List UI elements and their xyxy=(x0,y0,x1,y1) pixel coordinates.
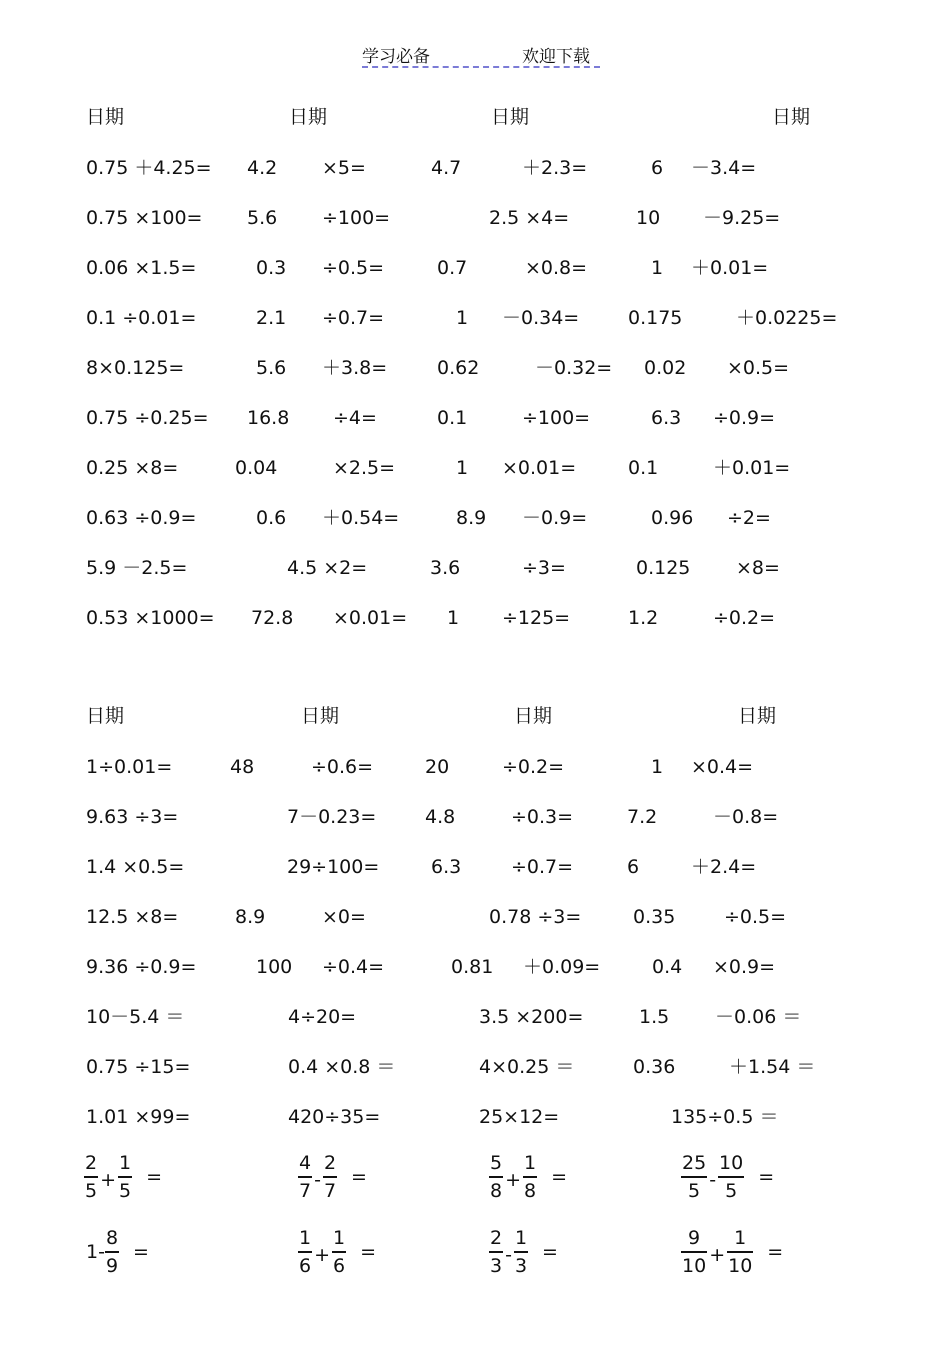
problem-text: ×0= xyxy=(322,906,366,928)
problem-text: 0.53 ×1000= xyxy=(86,607,215,629)
problem-text: ＋2.3= xyxy=(522,157,588,179)
problem-text: ＋0.01= xyxy=(691,257,769,279)
problem-text: ×0.5= xyxy=(727,357,790,379)
page-header xyxy=(362,40,600,68)
problem-text: 4.5 ×2= xyxy=(287,557,368,579)
problem-text: 0.3 xyxy=(256,257,287,279)
problem-text: 100 xyxy=(256,956,293,978)
numerator: 4 xyxy=(298,1151,312,1178)
fraction xyxy=(681,1226,707,1278)
problem-text: 8×0.125= xyxy=(86,357,185,379)
problem-text: ÷125= xyxy=(502,607,571,629)
problem-text: 1 xyxy=(456,457,469,479)
problem-text: 16.8 xyxy=(247,407,290,429)
denominator: 3 xyxy=(490,1255,503,1277)
date-label: 日期 xyxy=(772,106,811,128)
denominator: 5 xyxy=(725,1180,738,1202)
problem-text: ÷0.7= xyxy=(322,307,385,329)
problem-text: 0.75 ×100= xyxy=(86,207,203,229)
problem-text: 6.3 xyxy=(431,856,462,878)
problem-text: 0.1 xyxy=(628,457,659,479)
date-label: 日期 xyxy=(86,705,125,727)
problem-text: 135÷0.5 ＝ xyxy=(671,1106,779,1128)
fraction-problem xyxy=(489,1151,567,1203)
problem-text: 0.75 ÷15= xyxy=(86,1056,191,1078)
problem-text: 10 xyxy=(636,207,661,229)
problem-text: 9.36 ÷0.9= xyxy=(86,956,197,978)
operator: + xyxy=(100,1169,117,1191)
fraction-problem xyxy=(86,1226,149,1278)
problem-text: ×0.9= xyxy=(713,956,776,978)
problem-text: 4.8 xyxy=(425,806,456,828)
problem-text: 3.5 ×200= xyxy=(479,1006,584,1028)
numerator: 9 xyxy=(681,1226,707,1253)
problem-text: 0.02 xyxy=(644,357,687,379)
date-label: 日期 xyxy=(86,106,125,128)
problem-text: ÷2= xyxy=(727,507,771,529)
fraction xyxy=(718,1151,744,1203)
problem-text: ×0.4= xyxy=(691,756,754,778)
problem-text: ＋3.8= xyxy=(322,357,388,379)
fraction xyxy=(118,1151,132,1203)
problem-text: 420÷35= xyxy=(288,1106,381,1128)
numerator: 2 xyxy=(84,1151,98,1178)
fraction xyxy=(332,1226,346,1278)
problem-text: 8.9 xyxy=(456,507,487,529)
fraction xyxy=(727,1226,753,1278)
problem-text: 0.62 xyxy=(437,357,480,379)
problem-text: 8.9 xyxy=(235,906,266,928)
problem-text: 0.96 xyxy=(651,507,694,529)
problem-text: －3.4= xyxy=(691,157,757,179)
problem-text: 0.36 xyxy=(633,1056,676,1078)
fraction xyxy=(523,1151,537,1203)
numerator: 5 xyxy=(489,1151,503,1178)
equals-sign: = xyxy=(360,1241,377,1263)
problem-text: ÷0.2= xyxy=(713,607,776,629)
problem-text: ×0.01= xyxy=(333,607,408,629)
fraction xyxy=(298,1151,312,1203)
date-label: 日期 xyxy=(491,106,530,128)
numerator: 1 xyxy=(523,1151,537,1178)
problem-text: 20 xyxy=(425,756,450,778)
problem-text: ×2.5= xyxy=(333,457,396,479)
problem-text: 2.5 ×4= xyxy=(489,207,570,229)
numerator: 10 xyxy=(718,1151,744,1178)
problem-text: 0.175 xyxy=(628,307,683,329)
operator: + xyxy=(709,1244,726,1266)
problem-text: 0.4 xyxy=(652,956,683,978)
problem-text: －0.32= xyxy=(535,357,613,379)
problem-text: ÷0.9= xyxy=(713,407,776,429)
denominator: 5 xyxy=(119,1180,132,1202)
problem-text: 0.78 ÷3= xyxy=(489,906,582,928)
fraction-problem xyxy=(489,1226,558,1278)
fraction xyxy=(323,1151,337,1203)
fraction-problem xyxy=(298,1151,367,1203)
lead-term: 1- xyxy=(86,1241,105,1263)
problem-text: 1÷0.01= xyxy=(86,756,173,778)
problem-text: ÷4= xyxy=(333,407,377,429)
denominator: 7 xyxy=(299,1180,312,1202)
problem-text: ÷100= xyxy=(522,407,591,429)
equals-sign: = xyxy=(542,1241,558,1263)
numerator: 1 xyxy=(298,1226,312,1253)
fraction xyxy=(489,1226,503,1278)
problem-text: 0.63 ÷0.9= xyxy=(86,507,197,529)
problem-text: 0.25 ×8= xyxy=(86,457,179,479)
fraction xyxy=(298,1226,312,1278)
numerator: 1 xyxy=(332,1226,346,1253)
problem-text: －0.06 ＝ xyxy=(715,1006,802,1028)
date-label: 日期 xyxy=(289,106,328,128)
problem-text: 0.4 ×0.8 ＝ xyxy=(288,1056,396,1078)
problem-text: 0.125 xyxy=(636,557,691,579)
problem-text: 10－5.4 ＝ xyxy=(86,1006,185,1028)
fraction-problem xyxy=(681,1151,774,1203)
operator: + xyxy=(314,1244,331,1266)
problem-text: ÷0.4= xyxy=(322,956,385,978)
problem-text: 3.6 xyxy=(430,557,461,579)
problem-text: ×8= xyxy=(736,557,780,579)
denominator: 9 xyxy=(105,1255,119,1277)
operator: - xyxy=(314,1169,321,1191)
problem-text: 1 xyxy=(456,307,469,329)
problem-text: ×0.8= xyxy=(525,257,588,279)
problem-text: －0.34= xyxy=(502,307,580,329)
date-label: 日期 xyxy=(514,705,553,727)
problem-text: ÷0.7= xyxy=(511,856,574,878)
problem-text: ×5= xyxy=(322,157,366,179)
equals-sign: = xyxy=(758,1166,775,1188)
equals-sign: = xyxy=(133,1241,149,1263)
problem-text: 7.2 xyxy=(627,806,658,828)
problem-text: 72.8 xyxy=(251,607,294,629)
fraction-problem xyxy=(681,1226,783,1278)
problem-text: 0.35 xyxy=(633,906,676,928)
problem-text: 0.1 ÷0.01= xyxy=(86,307,197,329)
problem-text: 4.2 xyxy=(247,157,278,179)
problem-text: ÷0.2= xyxy=(502,756,565,778)
problem-text: 1 xyxy=(651,756,664,778)
numerator: 1 xyxy=(118,1151,132,1178)
fraction xyxy=(514,1226,528,1278)
problem-text: 12.5 ×8= xyxy=(86,906,179,928)
denominator: 10 xyxy=(728,1255,753,1277)
problem-text: 1 xyxy=(447,607,460,629)
header-right-text: 欢迎下载 xyxy=(522,47,590,67)
problem-text: ÷0.6= xyxy=(311,756,374,778)
problem-text: ÷0.5= xyxy=(322,257,385,279)
numerator: 2 xyxy=(323,1151,337,1178)
denominator: 3 xyxy=(514,1255,528,1277)
problem-text: 6 xyxy=(627,856,640,878)
denominator: 6 xyxy=(299,1255,312,1277)
problem-text: ＋0.0225= xyxy=(736,307,838,329)
problem-text: 0.1 xyxy=(437,407,468,429)
equals-sign: = xyxy=(767,1241,784,1263)
problem-text: 1.4 ×0.5= xyxy=(86,856,185,878)
problem-text: 5.6 xyxy=(247,207,278,229)
problem-text: 1.5 xyxy=(639,1006,670,1028)
problem-text: 6.3 xyxy=(651,407,682,429)
denominator: 10 xyxy=(682,1255,707,1277)
numerator: 25 xyxy=(681,1151,707,1178)
problem-text: 25×12= xyxy=(479,1106,560,1128)
problem-text: ＋1.54 ＝ xyxy=(729,1056,816,1078)
denominator: 5 xyxy=(688,1180,701,1202)
problem-text: －0.8= xyxy=(713,806,779,828)
problem-text: 7－0.23= xyxy=(287,806,377,828)
equals-sign: = xyxy=(551,1166,568,1188)
problem-text: 0.81 xyxy=(451,956,494,978)
fraction xyxy=(84,1151,98,1203)
fraction xyxy=(681,1151,707,1203)
problem-text: 1.01 ×99= xyxy=(86,1106,191,1128)
problem-text: 2.1 xyxy=(256,307,287,329)
problem-text: ÷100= xyxy=(322,207,391,229)
problem-text: 1 xyxy=(651,257,664,279)
operator: + xyxy=(505,1169,522,1191)
problem-text: 0.06 ×1.5= xyxy=(86,257,197,279)
equals-sign: = xyxy=(146,1166,163,1188)
problem-text: ÷0.5= xyxy=(724,906,787,928)
problem-text: 0.75 ÷0.25= xyxy=(86,407,209,429)
problem-text: 4×0.25 ＝ xyxy=(479,1056,575,1078)
problem-text: ＋2.4= xyxy=(691,856,757,878)
problem-text: 4.7 xyxy=(431,157,462,179)
problem-text: 0.7 xyxy=(437,257,468,279)
date-label: 日期 xyxy=(301,705,340,727)
denominator: 6 xyxy=(333,1255,346,1277)
problem-text: 6 xyxy=(651,157,664,179)
fraction-problem xyxy=(84,1151,162,1203)
problem-text: 5.9 －2.5= xyxy=(86,557,188,579)
operator: - xyxy=(709,1169,717,1191)
problem-text: 0.75 ＋4.25= xyxy=(86,157,212,179)
problem-text: ＋0.09= xyxy=(523,956,601,978)
problem-text: ＋0.54= xyxy=(322,507,400,529)
denominator: 5 xyxy=(85,1180,98,1202)
problem-text: 4÷20= xyxy=(288,1006,357,1028)
problem-text: 9.63 ÷3= xyxy=(86,806,179,828)
problem-text: －9.25= xyxy=(703,207,781,229)
problem-text: 0.6 xyxy=(256,507,287,529)
numerator: 8 xyxy=(105,1226,119,1253)
denominator: 7 xyxy=(323,1180,337,1202)
numerator: 1 xyxy=(727,1226,753,1253)
numerator: 1 xyxy=(514,1226,528,1253)
problem-text: 48 xyxy=(230,756,255,778)
fraction-problem xyxy=(298,1226,376,1278)
operator: - xyxy=(505,1244,512,1266)
problem-text: 0.04 xyxy=(235,457,278,479)
problem-text: －0.9= xyxy=(522,507,588,529)
numerator: 2 xyxy=(489,1226,503,1253)
problem-text: ÷0.3= xyxy=(511,806,574,828)
denominator: 8 xyxy=(524,1180,537,1202)
problem-text: 5.6 xyxy=(256,357,287,379)
fraction xyxy=(105,1226,119,1278)
problem-text: 1.2 xyxy=(628,607,659,629)
problem-text: 29÷100= xyxy=(287,856,380,878)
fraction xyxy=(489,1151,503,1203)
header-left-text: 学习必备 xyxy=(362,47,430,67)
problem-text: ＋0.01= xyxy=(713,457,791,479)
problem-text: ×0.01= xyxy=(502,457,577,479)
equals-sign: = xyxy=(351,1166,367,1188)
problem-text: ÷3= xyxy=(522,557,566,579)
denominator: 8 xyxy=(490,1180,503,1202)
date-label: 日期 xyxy=(738,705,777,727)
